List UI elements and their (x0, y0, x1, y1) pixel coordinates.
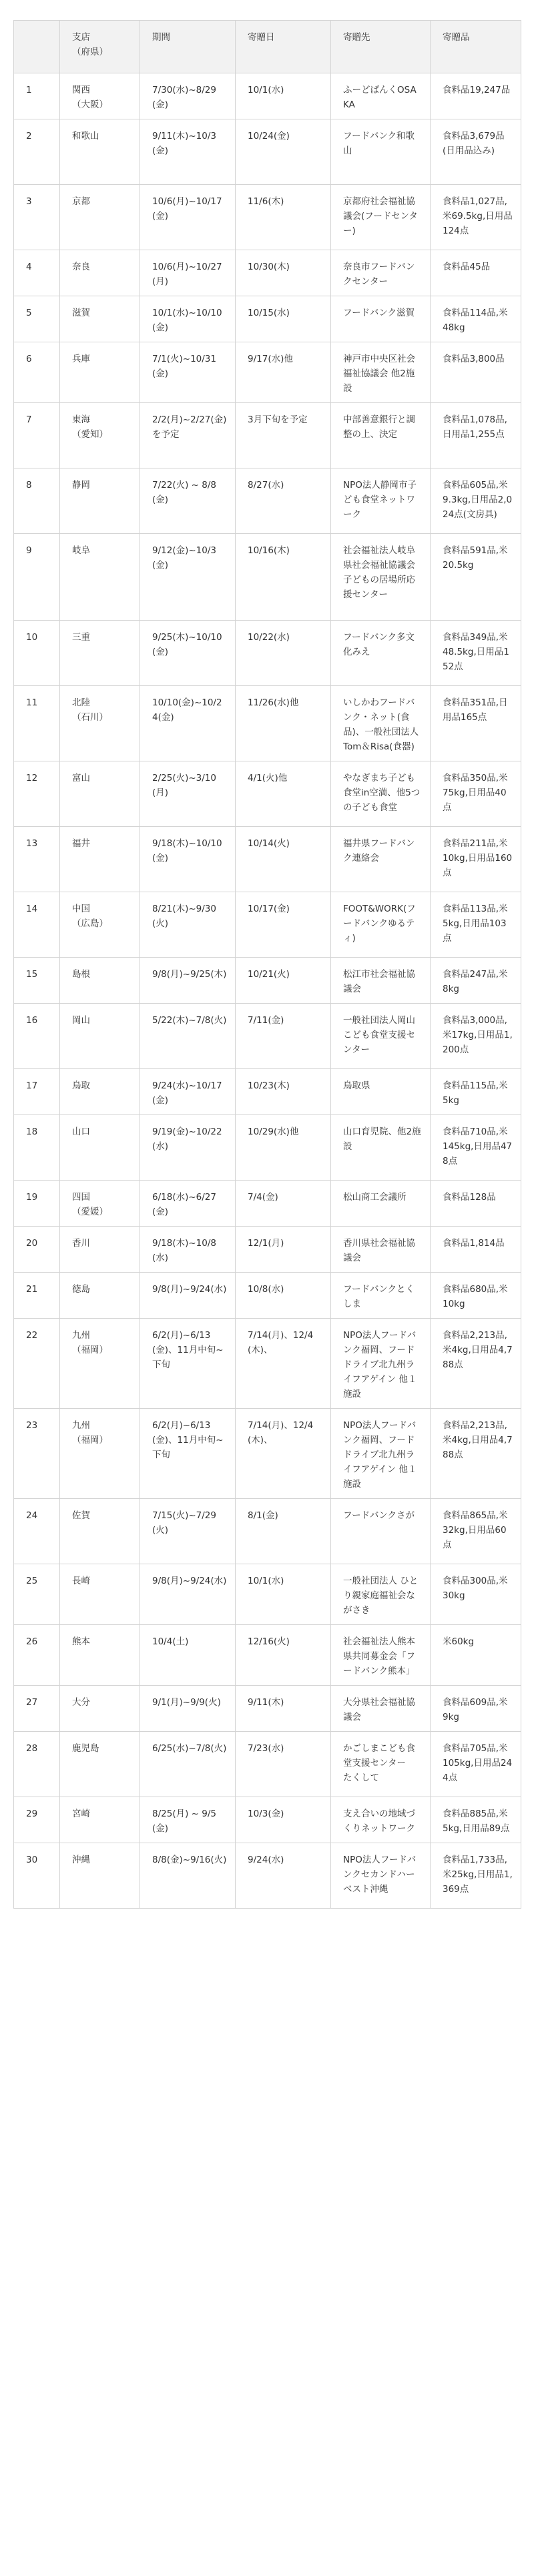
cell-period: 7/22(火) ~ 8/8(金) (140, 468, 236, 534)
cell-items: 食料品865品,米32kg,日用品60点 (431, 1499, 521, 1564)
table-row (14, 892, 521, 958)
cell-items: 食料品1,078品,日用品1,255点 (431, 403, 521, 468)
cell-period: 9/19(金)~10/22(水) (140, 1115, 236, 1181)
cell-branch: 佐賀 (60, 1499, 140, 1564)
cell-items: 食料品1,814品 (431, 1227, 521, 1273)
cell-period: 9/18(木)~10/8(水) (140, 1227, 236, 1273)
cell-number: 15 (14, 958, 60, 1004)
cell-items: 食料品605品,米9.3kg,日用品2,024点(文房具) (431, 468, 521, 534)
cell-donation-date: 7/14(月)、12/4(木)、 (236, 1409, 331, 1499)
cell-branch: 四国 （愛媛） (60, 1181, 140, 1227)
table-row (14, 1069, 521, 1115)
cell-items: 食料品114品,米48kg (431, 296, 521, 342)
cell-recipient: 神戸市中央区社会福祉協議会 他2施設 (331, 342, 431, 403)
cell-period: 10/6(月)~10/27(月) (140, 250, 236, 296)
cell-items: 食料品19,247品 (431, 73, 521, 119)
cell-recipient: 京都府社会福祉協議会(フードセンター) (331, 185, 431, 250)
cell-period: 7/30(水)~8/29(金) (140, 73, 236, 119)
cell-items: 食料品115品,米5kg (431, 1069, 521, 1115)
cell-number: 21 (14, 1273, 60, 1319)
cell-branch: 富山 (60, 761, 140, 827)
cell-recipient: 社会福祉法人岐阜県社会福祉協議会 子どもの居場所応援センター (331, 534, 431, 621)
cell-number: 25 (14, 1564, 60, 1625)
cell-recipient: フードバンク和歌山 (331, 119, 431, 185)
cell-donation-date: 10/3(金) (236, 1797, 331, 1843)
cell-recipient: 福井県フードバンク連絡会 (331, 827, 431, 892)
table-body (14, 73, 521, 1909)
cell-branch: 九州 （福岡） (60, 1409, 140, 1499)
cell-period: 5/22(木)~7/8(火) (140, 1004, 236, 1069)
cell-donation-date: 10/23(木) (236, 1069, 331, 1115)
table-row (14, 250, 521, 296)
cell-donation-date: 7/11(金) (236, 1004, 331, 1069)
table-row (14, 621, 521, 686)
cell-items: 食料品128品 (431, 1181, 521, 1227)
cell-items: 食料品2,213品,米4kg,日用品4,788点 (431, 1319, 521, 1409)
cell-recipient: 香川県社会福祉協議会 (331, 1227, 431, 1273)
cell-donation-date: 10/8(水) (236, 1273, 331, 1319)
cell-period: 8/25(月) ~ 9/5(金) (140, 1797, 236, 1843)
cell-recipient: 松山商工会議所 (331, 1181, 431, 1227)
cell-period: 8/8(金)~9/16(火) (140, 1843, 236, 1909)
table-row (14, 1273, 521, 1319)
cell-recipient: 松江市社会福祉協議会 (331, 958, 431, 1004)
cell-donation-date: 10/24(金) (236, 119, 331, 185)
table-row (14, 1686, 521, 1732)
cell-branch: 鳥取 (60, 1069, 140, 1115)
cell-recipient: 支え合いの地域づくりネットワーク (331, 1797, 431, 1843)
cell-recipient: NPO法人フードバンクセカンドハーベスト沖縄 (331, 1843, 431, 1909)
cell-period: 9/8(月)~9/25(木) (140, 958, 236, 1004)
cell-donation-date: 9/24(水) (236, 1843, 331, 1909)
cell-donation-date: 10/14(火) (236, 827, 331, 892)
cell-number: 28 (14, 1732, 60, 1797)
cell-branch: 北陸 （石川） (60, 686, 140, 761)
cell-branch: 熊本 (60, 1625, 140, 1686)
cell-number: 20 (14, 1227, 60, 1273)
cell-period: 9/8(月)~9/24(水) (140, 1273, 236, 1319)
cell-items: 食料品680品,米10kg (431, 1273, 521, 1319)
cell-branch: 三重 (60, 621, 140, 686)
cell-branch: 静岡 (60, 468, 140, 534)
cell-donation-date: 7/4(金) (236, 1181, 331, 1227)
cell-number: 18 (14, 1115, 60, 1181)
cell-recipient: 奈良市フードバンクセンター (331, 250, 431, 296)
table-row (14, 761, 521, 827)
cell-items: 食料品3,679品(日用品込み) (431, 119, 521, 185)
cell-period: 6/18(水)~6/27(金) (140, 1181, 236, 1227)
cell-items: 食料品705品,米105kg,日用品244点 (431, 1732, 521, 1797)
table-row (14, 1625, 521, 1686)
cell-donation-date: 10/21(火) (236, 958, 331, 1004)
cell-period: 7/15(火)~7/29(火) (140, 1499, 236, 1564)
cell-period: 9/11(木)~10/3(金) (140, 119, 236, 185)
cell-donation-date: 9/17(水)他 (236, 342, 331, 403)
cell-period: 9/25(木)~10/10(金) (140, 621, 236, 686)
cell-number: 17 (14, 1069, 60, 1115)
cell-recipient: NPO法人静岡市子ども食堂ネットワーク (331, 468, 431, 534)
cell-branch: 京都 (60, 185, 140, 250)
cell-items: 食料品247品,米8kg (431, 958, 521, 1004)
cell-number: 9 (14, 534, 60, 621)
cell-period: 6/2(月)~6/13(金)、11月中旬~下旬 (140, 1409, 236, 1499)
cell-recipient: 山口育児院、他2施設 (331, 1115, 431, 1181)
cell-donation-date: 12/16(火) (236, 1625, 331, 1686)
cell-items: 食料品45品 (431, 250, 521, 296)
cell-branch: 鹿児島 (60, 1732, 140, 1797)
table-row (14, 296, 521, 342)
cell-period: 7/1(火)~10/31(金) (140, 342, 236, 403)
cell-donation-date: 10/22(水) (236, 621, 331, 686)
cell-recipient: 鳥取県 (331, 1069, 431, 1115)
cell-number: 11 (14, 686, 60, 761)
cell-branch: 島根 (60, 958, 140, 1004)
header-number (14, 21, 60, 73)
cell-period: 10/6(月)~10/17(金) (140, 185, 236, 250)
cell-number: 16 (14, 1004, 60, 1069)
cell-items: 食料品1,027品,米69.5kg,日用品124点 (431, 185, 521, 250)
cell-branch: 九州 （福岡） (60, 1319, 140, 1409)
cell-recipient: 一般社団法人岡山こども食堂支援センター (331, 1004, 431, 1069)
header-donation-date: 寄贈日 (236, 21, 331, 73)
table-row (14, 119, 521, 185)
cell-recipient: フードバンク滋賀 (331, 296, 431, 342)
cell-recipient: フードバンクさが (331, 1499, 431, 1564)
cell-period: 10/1(水)~10/10(金) (140, 296, 236, 342)
cell-items: 米60kg (431, 1625, 521, 1686)
cell-branch: 長崎 (60, 1564, 140, 1625)
cell-recipient: フードバンク多文化みえ (331, 621, 431, 686)
donation-table (13, 20, 521, 1909)
cell-items: 食料品609品,米9kg (431, 1686, 521, 1732)
header-row (14, 21, 521, 73)
cell-recipient: いしかわフードバンク・ネット(食品)、一般社団法人Tom＆Risa(食器) (331, 686, 431, 761)
cell-recipient: フードバンクとくしま (331, 1273, 431, 1319)
cell-period: 6/25(水)~7/8(火) (140, 1732, 236, 1797)
cell-recipient: 中部善意銀行と調整の上、決定 (331, 403, 431, 468)
cell-period: 9/12(金)~10/3(金) (140, 534, 236, 621)
cell-donation-date: 8/1(金) (236, 1499, 331, 1564)
cell-period: 9/24(水)~10/17(金) (140, 1069, 236, 1115)
cell-recipient: NPO法人フードバンク福岡、フードドライブ北九州ライフアゲイン 他１施設 (331, 1409, 431, 1499)
cell-items: 食料品113品,米5kg,日用品103点 (431, 892, 521, 958)
table-row (14, 1499, 521, 1564)
cell-branch: 福井 (60, 827, 140, 892)
cell-period: 10/10(金)~10/24(金) (140, 686, 236, 761)
cell-items: 食料品885品,米5kg,日用品89点 (431, 1797, 521, 1843)
cell-recipient: 大分県社会福祉協議会 (331, 1686, 431, 1732)
table-row (14, 468, 521, 534)
cell-donation-date: 11/26(水)他 (236, 686, 331, 761)
cell-items: 食料品211品,米10kg,日用品160点 (431, 827, 521, 892)
table-row (14, 1409, 521, 1499)
cell-branch: 香川 (60, 1227, 140, 1273)
table-header (14, 21, 521, 73)
cell-branch: 山口 (60, 1115, 140, 1181)
cell-donation-date: 8/27(水) (236, 468, 331, 534)
cell-donation-date: 7/23(水) (236, 1732, 331, 1797)
cell-number: 19 (14, 1181, 60, 1227)
table-row (14, 958, 521, 1004)
cell-number: 26 (14, 1625, 60, 1686)
header-recipient: 寄贈先 (331, 21, 431, 73)
table-row (14, 1319, 521, 1409)
cell-donation-date: 12/1(月) (236, 1227, 331, 1273)
cell-items: 食料品349品,米48.5kg,日用品152点 (431, 621, 521, 686)
cell-items: 食料品351品,日用品165点 (431, 686, 521, 761)
cell-items: 食料品3,800品 (431, 342, 521, 403)
cell-recipient: 一般社団法人 ひとり親家庭福祉会ながさき (331, 1564, 431, 1625)
cell-donation-date: 3月下旬を予定 (236, 403, 331, 468)
cell-number: 4 (14, 250, 60, 296)
cell-items: 食料品350品,米75kg,日用品40点 (431, 761, 521, 827)
cell-number: 7 (14, 403, 60, 468)
cell-number: 10 (14, 621, 60, 686)
table-row (14, 403, 521, 468)
cell-branch: 大分 (60, 1686, 140, 1732)
cell-period: 9/1(月)~9/9(火) (140, 1686, 236, 1732)
cell-donation-date: 9/11(木) (236, 1686, 331, 1732)
cell-period: 2/25(火)~3/10(月) (140, 761, 236, 827)
cell-number: 23 (14, 1409, 60, 1499)
cell-donation-date: 10/29(水)他 (236, 1115, 331, 1181)
cell-number: 12 (14, 761, 60, 827)
table-row (14, 1115, 521, 1181)
cell-donation-date: 10/17(金) (236, 892, 331, 958)
cell-branch: 関西 （大阪） (60, 73, 140, 119)
table-row (14, 1732, 521, 1797)
table-row (14, 686, 521, 761)
header-period: 期間 (140, 21, 236, 73)
cell-branch: 徳島 (60, 1273, 140, 1319)
table-row (14, 1004, 521, 1069)
cell-number: 14 (14, 892, 60, 958)
cell-number: 24 (14, 1499, 60, 1564)
cell-donation-date: 10/16(木) (236, 534, 331, 621)
cell-recipient: やなぎまち子ども食堂in空満、他5つの子ども食堂 (331, 761, 431, 827)
table-row (14, 185, 521, 250)
cell-number: 22 (14, 1319, 60, 1409)
cell-number: 13 (14, 827, 60, 892)
cell-number: 3 (14, 185, 60, 250)
cell-period: 9/18(木)~10/10(金) (140, 827, 236, 892)
header-branch: 支店 （府県） (60, 21, 140, 73)
table-row (14, 1564, 521, 1625)
cell-donation-date: 10/15(水) (236, 296, 331, 342)
table-row (14, 1843, 521, 1909)
cell-branch: 中国 （広島） (60, 892, 140, 958)
cell-branch: 沖縄 (60, 1843, 140, 1909)
cell-branch: 岐阜 (60, 534, 140, 621)
cell-donation-date: 7/14(月)、12/4(木)、 (236, 1319, 331, 1409)
cell-donation-date: 10/30(木) (236, 250, 331, 296)
table-row (14, 73, 521, 119)
table-row (14, 1797, 521, 1843)
cell-number: 29 (14, 1797, 60, 1843)
cell-branch: 兵庫 (60, 342, 140, 403)
cell-number: 8 (14, 468, 60, 534)
cell-period: 10/4(土) (140, 1625, 236, 1686)
table-row (14, 1227, 521, 1273)
cell-recipient: 社会福祉法人熊本県共同募金会「フードバンク熊本」 (331, 1625, 431, 1686)
cell-number: 30 (14, 1843, 60, 1909)
cell-branch: 滋賀 (60, 296, 140, 342)
cell-items: 食料品710品,米145kg,日用品478点 (431, 1115, 521, 1181)
table-row (14, 342, 521, 403)
cell-branch: 東海 （愛知） (60, 403, 140, 468)
cell-branch: 和歌山 (60, 119, 140, 185)
cell-period: 2/2(月)~2/27(金)を予定 (140, 403, 236, 468)
table-row (14, 534, 521, 621)
cell-branch: 宮崎 (60, 1797, 140, 1843)
cell-donation-date: 4/1(火)他 (236, 761, 331, 827)
cell-recipient: NPO法人フードバンク福岡、フードドライブ北九州ライフアゲイン 他１施設 (331, 1319, 431, 1409)
cell-branch: 岡山 (60, 1004, 140, 1069)
cell-number: 1 (14, 73, 60, 119)
header-items: 寄贈品 (431, 21, 521, 73)
cell-recipient: ふーどばんくOSAKA (331, 73, 431, 119)
cell-number: 5 (14, 296, 60, 342)
cell-period: 6/2(月)~6/13(金)、11月中旬~下旬 (140, 1319, 236, 1409)
cell-donation-date: 10/1(水) (236, 73, 331, 119)
cell-donation-date: 11/6(木) (236, 185, 331, 250)
table-row (14, 827, 521, 892)
cell-number: 27 (14, 1686, 60, 1732)
cell-branch: 奈良 (60, 250, 140, 296)
cell-recipient: FOOT&WORK(フードバンクゆるティ) (331, 892, 431, 958)
cell-period: 9/8(月)~9/24(水) (140, 1564, 236, 1625)
cell-donation-date: 10/1(水) (236, 1564, 331, 1625)
cell-items: 食料品2,213品,米4kg,日用品4,788点 (431, 1409, 521, 1499)
cell-period: 8/21(木)~9/30(火) (140, 892, 236, 958)
cell-items: 食料品591品,米20.5kg (431, 534, 521, 621)
cell-items: 食料品1,733品,米25kg,日用品1,369点 (431, 1843, 521, 1909)
cell-recipient: かごしまこども食堂支援センター たくして (331, 1732, 431, 1797)
cell-items: 食料品300品,米30kg (431, 1564, 521, 1625)
table-row (14, 1181, 521, 1227)
cell-number: 6 (14, 342, 60, 403)
cell-number: 2 (14, 119, 60, 185)
cell-items: 食料品3,000品,米17kg,日用品1,200点 (431, 1004, 521, 1069)
